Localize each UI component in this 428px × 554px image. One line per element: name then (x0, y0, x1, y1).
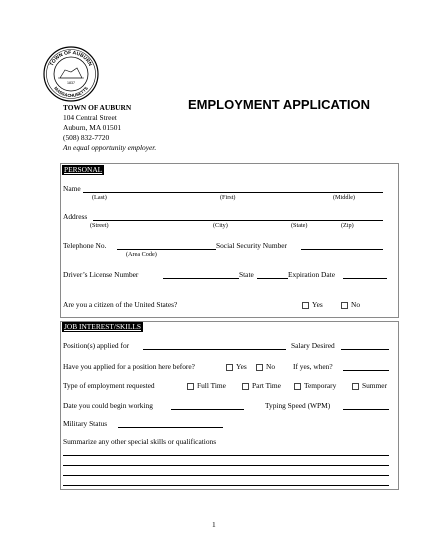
citizen-yes-option[interactable] (302, 300, 323, 309)
military-status-label: Military Status (63, 419, 108, 428)
page-number: 1 (212, 520, 216, 529)
expiration-label: Expiration Date (288, 270, 335, 279)
address-field[interactable] (93, 220, 383, 221)
type-summer-label: Summer (362, 381, 388, 390)
type-full-time-option[interactable] (187, 381, 226, 390)
typing-speed-label: Typing Speed (WPM) (265, 401, 331, 410)
address-line-1: 104 Central Street (63, 113, 117, 122)
employment-type-label: Type of employment requested (63, 381, 155, 390)
when-field[interactable] (343, 370, 389, 371)
applied-no-option[interactable] (256, 362, 275, 371)
name-middle-caption: (Middle) (333, 194, 355, 201)
applied-no-label: No (266, 362, 276, 371)
military-status-field[interactable] (118, 427, 223, 428)
phone-number: (508) 832-7720 (63, 133, 110, 142)
applied-yes-option[interactable] (226, 362, 247, 371)
citizen-yes-label: Yes (312, 300, 323, 309)
state-label: State (239, 270, 254, 279)
license-state-field[interactable] (257, 278, 288, 279)
citizen-question: Are you a citizen of the United States? (63, 300, 178, 309)
start-date-label: Date you could begin working (63, 401, 153, 410)
applied-yes-label: Yes (236, 362, 247, 371)
skills-line-2[interactable] (63, 465, 389, 466)
address-label: Address (63, 212, 88, 221)
job-header: JOB INTEREST/SKILLS (64, 322, 141, 331)
salary-field[interactable] (341, 349, 389, 350)
area-code-caption: (Area Code) (126, 251, 157, 258)
applied-before-question: Have you applied for a position here before? (63, 362, 195, 371)
skills-line-4[interactable] (63, 485, 389, 486)
expiration-field[interactable] (343, 278, 387, 279)
telephone-label: Telephone No. (63, 241, 107, 250)
type-temporary-option[interactable] (294, 381, 336, 390)
name-first-caption: (First) (220, 194, 236, 201)
checkbox-icon[interactable] (352, 383, 359, 390)
checkbox-icon[interactable] (242, 383, 249, 390)
salary-label: Salary Desired (291, 341, 335, 350)
type-part-time-option[interactable] (242, 381, 281, 390)
citizen-no-option[interactable] (341, 300, 360, 309)
telephone-field[interactable] (117, 249, 216, 250)
citizen-no-label: No (351, 300, 361, 309)
name-last-caption: (Last) (92, 194, 107, 201)
seal-bottom-text: MASSACHUSETTS (53, 85, 89, 99)
org-name: TOWN OF AUBURN (63, 103, 132, 112)
license-label: Driver’s License Number (63, 270, 139, 279)
address-state-caption: (State) (291, 222, 308, 229)
type-full-time-label: Full Time (197, 381, 226, 390)
skills-line-1[interactable] (63, 455, 389, 456)
checkbox-icon[interactable] (341, 302, 348, 309)
address-street-caption: (Street) (90, 222, 109, 229)
page-title: EMPLOYMENT APPLICATION (188, 97, 370, 112)
when-label: If yes, when? (293, 362, 333, 371)
eoe-statement: An equal opportunity employer. (63, 143, 157, 152)
ssn-field[interactable] (301, 249, 383, 250)
address-city-caption: (City) (213, 222, 228, 229)
skills-line-3[interactable] (63, 475, 389, 476)
start-date-field[interactable] (171, 409, 244, 410)
license-field[interactable] (163, 278, 239, 279)
checkbox-icon[interactable] (256, 364, 263, 371)
checkbox-icon[interactable] (187, 383, 194, 390)
seal-top-text: TOWN OF AUBURN (48, 49, 94, 68)
typing-speed-field[interactable] (343, 409, 389, 410)
address-zip-caption: (Zip) (341, 222, 354, 229)
town-seal (43, 46, 99, 102)
type-summer-option[interactable] (352, 381, 387, 390)
type-part-time-label: Part Time (252, 381, 281, 390)
ssn-label: Social Security Number (216, 241, 288, 250)
positions-field[interactable] (143, 349, 286, 350)
svg-text:MASSACHUSETTS (53, 86, 89, 98)
name-label: Name (63, 184, 81, 193)
name-field[interactable] (83, 192, 383, 193)
checkbox-icon[interactable] (302, 302, 309, 309)
skills-label: Summarize any other special skills or qualifications (63, 437, 217, 446)
checkbox-icon[interactable] (226, 364, 233, 371)
personal-header: PERSONAL (64, 165, 103, 174)
address-line-2: Auburn, MA 01501 (63, 123, 122, 132)
checkbox-icon[interactable] (294, 383, 301, 390)
type-temporary-label: Temporary (304, 381, 337, 390)
seal-inner-text: 1837 (67, 81, 75, 85)
positions-label: Position(s) applied for (63, 341, 130, 350)
